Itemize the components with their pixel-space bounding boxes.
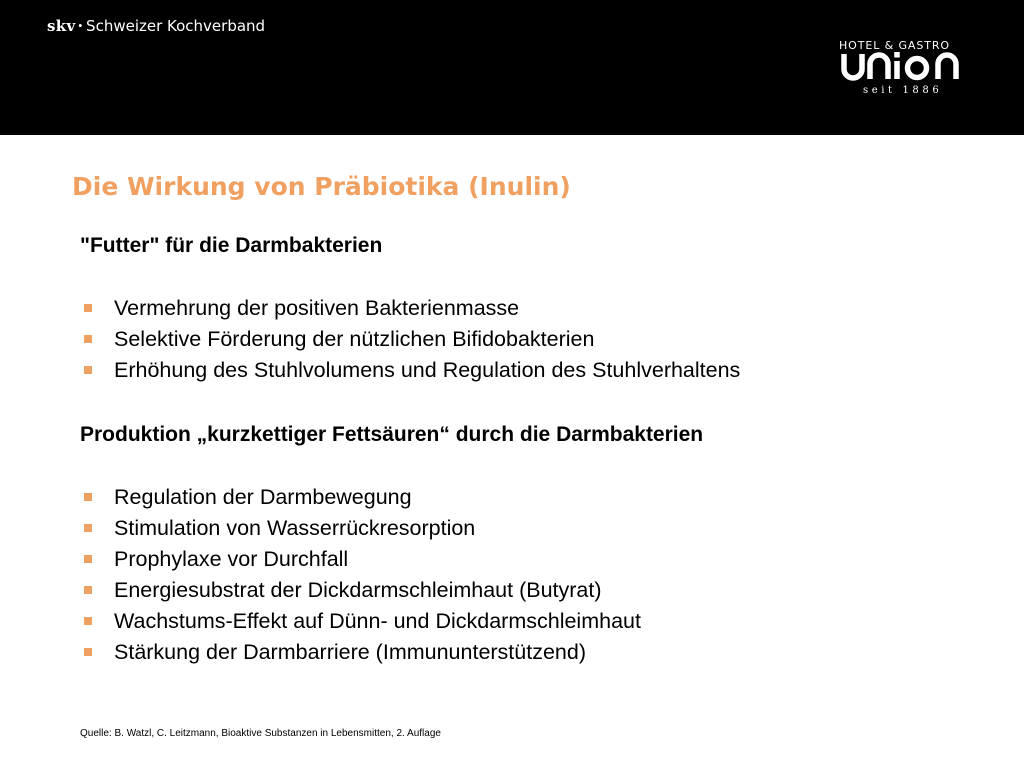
list-item-text: Prophylaxe vor Durchfall xyxy=(114,547,349,571)
list-item-text: Wachstums-Effekt auf Dünn- und Dickdarmschleimhaut xyxy=(114,609,641,633)
square-bullet-icon xyxy=(84,555,92,563)
bullet-list-futter xyxy=(80,293,980,386)
list-item xyxy=(80,575,980,606)
square-bullet-icon xyxy=(84,648,92,656)
hotel-gastro-union-logo xyxy=(835,39,965,99)
header-band xyxy=(0,0,1024,135)
list-item xyxy=(80,293,980,324)
list-item-text: Selektive Förderung der nützlichen Bifidobakterien xyxy=(114,327,595,351)
list-item-text: Regulation der Darmbewegung xyxy=(114,485,412,509)
section-heading-futter: "Futter" für die Darmbakterien xyxy=(80,234,383,257)
union-wordmark-icon xyxy=(839,51,965,81)
skv-abbreviation: skv xyxy=(47,17,76,35)
logo-since-text: seit 1886 xyxy=(863,85,943,96)
skv-separator: · xyxy=(77,16,84,35)
source-citation: Quelle: B. Watzl, C. Leitzmann, Bioaktive Substanzen in Lebensmitten, 2. Auflage xyxy=(80,728,441,739)
list-item xyxy=(80,513,980,544)
square-bullet-icon xyxy=(84,524,92,532)
section-heading-fettsaeuren: Produktion „kurzkettiger Fettsäuren“ durch die Darmbakterien xyxy=(80,423,704,446)
list-item-text: Stärkung der Darmbarriere (Immununterstützend) xyxy=(114,640,586,664)
skv-name: Schweizer Kochverband xyxy=(86,17,266,35)
list-item-text: Energiesubstrat der Dickdarmschleimhaut (Butyrat) xyxy=(114,578,602,602)
skv-org-label xyxy=(47,16,265,36)
slide-content xyxy=(80,232,980,703)
list-item-text: Erhöhung des Stuhlvolumens und Regulation des Stuhlverhaltens xyxy=(114,358,741,382)
square-bullet-icon xyxy=(84,493,92,501)
list-item-text: Vermehrung der positiven Bakterienmasse xyxy=(114,296,520,320)
square-bullet-icon xyxy=(84,366,92,374)
list-item xyxy=(80,544,980,575)
bullet-list-fettsaeuren xyxy=(80,482,980,668)
list-item xyxy=(80,355,980,386)
list-item xyxy=(80,482,980,513)
square-bullet-icon xyxy=(84,617,92,625)
square-bullet-icon xyxy=(84,586,92,594)
list-item xyxy=(80,606,980,637)
logo-top-text: HOTEL & GASTRO xyxy=(839,39,950,52)
slide-title: Die Wirkung von Präbiotika (Inulin) xyxy=(72,172,571,201)
list-item-text: Stimulation von Wasserrückresorption xyxy=(114,516,476,540)
square-bullet-icon xyxy=(84,304,92,312)
list-item xyxy=(80,637,980,668)
square-bullet-icon xyxy=(84,335,92,343)
list-item xyxy=(80,324,980,355)
